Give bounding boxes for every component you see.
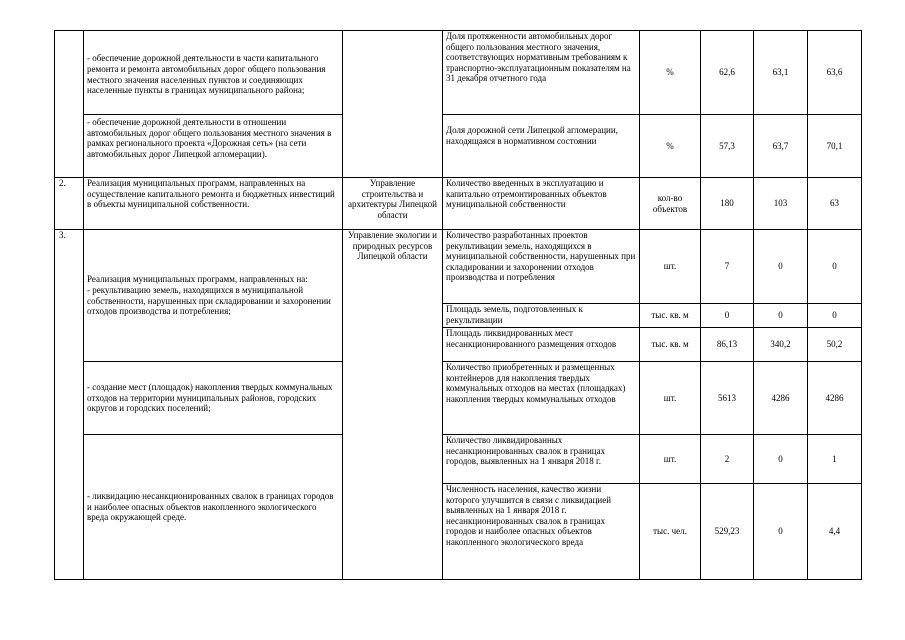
task-cell: Реализация муниципальных программ, направленных на: - рекультивацию земель, находящихся в муниципальной собственности, нарушенных при складировании и захоронении отходов производства и потребления; <box>84 230 343 362</box>
unit-cell: тыс. чел. <box>640 484 701 580</box>
indicator-cell: Доля дорожной сети Липецкой агломерации, находящаяся в нормативном состоянии <box>443 115 640 178</box>
value-cell: 62,6 <box>701 31 754 115</box>
value-cell: 63,6 <box>808 31 862 115</box>
value-cell: 4286 <box>754 362 808 435</box>
unit-cell: шт. <box>640 230 701 304</box>
indicator-cell: Количество введенных в эксплуатацию и капитально отремонтированных объектов муниципальной собственности <box>443 178 640 230</box>
task-cell: Реализация муниципальных программ, направленных на осуществление капитального ремонта и бюджетных инвестиций в объекты муниципальной собственности. <box>84 178 343 230</box>
indicator-cell: Количество ликвидированных несанкционированных свалок в границах городов, выявленных на 1 января 2018 г. <box>443 435 640 484</box>
value-cell: 50,2 <box>808 328 862 362</box>
value-cell: 4286 <box>808 362 862 435</box>
value-cell: 340,2 <box>754 328 808 362</box>
value-cell: 7 <box>701 230 754 304</box>
task-cell: - ликвидацию несанкционированных свалок в границах городов и наиболее опасных объектов накопленного экологического вреда окружающей среде. <box>84 435 343 580</box>
unit-cell: шт. <box>640 362 701 435</box>
value-cell: 529,23 <box>701 484 754 580</box>
table-row <box>55 178 862 230</box>
indicator-cell: Численность населения, качество жизни которого улучшится в связи с ликвидацией выявленных на 1 января 2018 г. несанкционированных свалок в границах городов и наиболее опасных объектов накопленного экологического вреда <box>443 484 640 580</box>
unit-cell: тыс. кв. м <box>640 328 701 362</box>
value-cell: 0 <box>754 230 808 304</box>
unit-cell: % <box>640 115 701 178</box>
value-cell: 63,7 <box>754 115 808 178</box>
executor-cell: Управление строительства и архитектуры Липецкой области <box>343 178 443 230</box>
indicator-cell: Доля протяженности автомобильных дорог общего пользования местного значения, соответствующих нормативным требованиям к транспортно-эксплуатационным показателям на 31 декабря отчетного года <box>443 31 640 115</box>
table-row <box>55 115 862 178</box>
table-row <box>55 230 862 304</box>
row-number-cell: 2. <box>55 178 84 230</box>
task-cell: - обеспечение дорожной деятельности в части капитального ремонта и ремонта автомобильных дорог общего пользования местного значения населенных пунктов и соединяющих населенные пункты в границах муниципального района; <box>84 31 343 115</box>
row-number-cell <box>55 31 84 178</box>
value-cell: 180 <box>701 178 754 230</box>
task-cell: - обеспечение дорожной деятельности в отношении автомобильных дорог общего пользования местного значения в рамках регионального проекта «Дорожная сеть» (на сети автомобильных дорог Липецкой агломерации). <box>84 115 343 178</box>
value-cell: 57,3 <box>701 115 754 178</box>
value-cell: 0 <box>808 304 862 328</box>
value-cell: 103 <box>754 178 808 230</box>
value-cell: 5613 <box>701 362 754 435</box>
executor-cell <box>343 31 443 178</box>
indicator-cell: Площадь земель, подготовленных к рекультивации <box>443 304 640 328</box>
unit-cell: шт. <box>640 435 701 484</box>
value-cell: 63,1 <box>754 31 808 115</box>
table-row <box>55 435 862 484</box>
value-cell: 63 <box>808 178 862 230</box>
value-cell: 0 <box>701 304 754 328</box>
unit-cell: % <box>640 31 701 115</box>
value-cell: 0 <box>754 435 808 484</box>
indicator-cell: Количество приобретенных и размещенных контейнеров для накопления твердых коммунальных отходов на местах (площадках) накопления твердых коммунальных отходов <box>443 362 640 435</box>
unit-cell: кол-во объектов <box>640 178 701 230</box>
indicator-cell: Площадь ликвидированных мест несанкционированного размещения отходов <box>443 328 640 362</box>
value-cell: 0 <box>754 484 808 580</box>
value-cell: 1 <box>808 435 862 484</box>
value-cell: 0 <box>754 304 808 328</box>
value-cell: 2 <box>701 435 754 484</box>
indicators-table <box>54 30 862 580</box>
task-cell: - создание мест (площадок) накопления твердых коммунальных отходов на территории муниципальных районов, городских округов и городских поселений; <box>84 362 343 435</box>
value-cell: 4,4 <box>808 484 862 580</box>
table-row <box>55 31 862 115</box>
table-row <box>55 362 862 435</box>
unit-cell: тыс. кв. м <box>640 304 701 328</box>
executor-cell: Управление экологии и природных ресурсов Липецкой области <box>343 230 443 580</box>
value-cell: 86,13 <box>701 328 754 362</box>
row-number-cell: 3. <box>55 230 84 580</box>
value-cell: 70,1 <box>808 115 862 178</box>
value-cell: 0 <box>808 230 862 304</box>
indicator-cell: Количество разработанных проектов рекультивации земель, находящихся в муниципальной собственности, нарушенных при складировании и захоронении отходов производства и потребления <box>443 230 640 304</box>
